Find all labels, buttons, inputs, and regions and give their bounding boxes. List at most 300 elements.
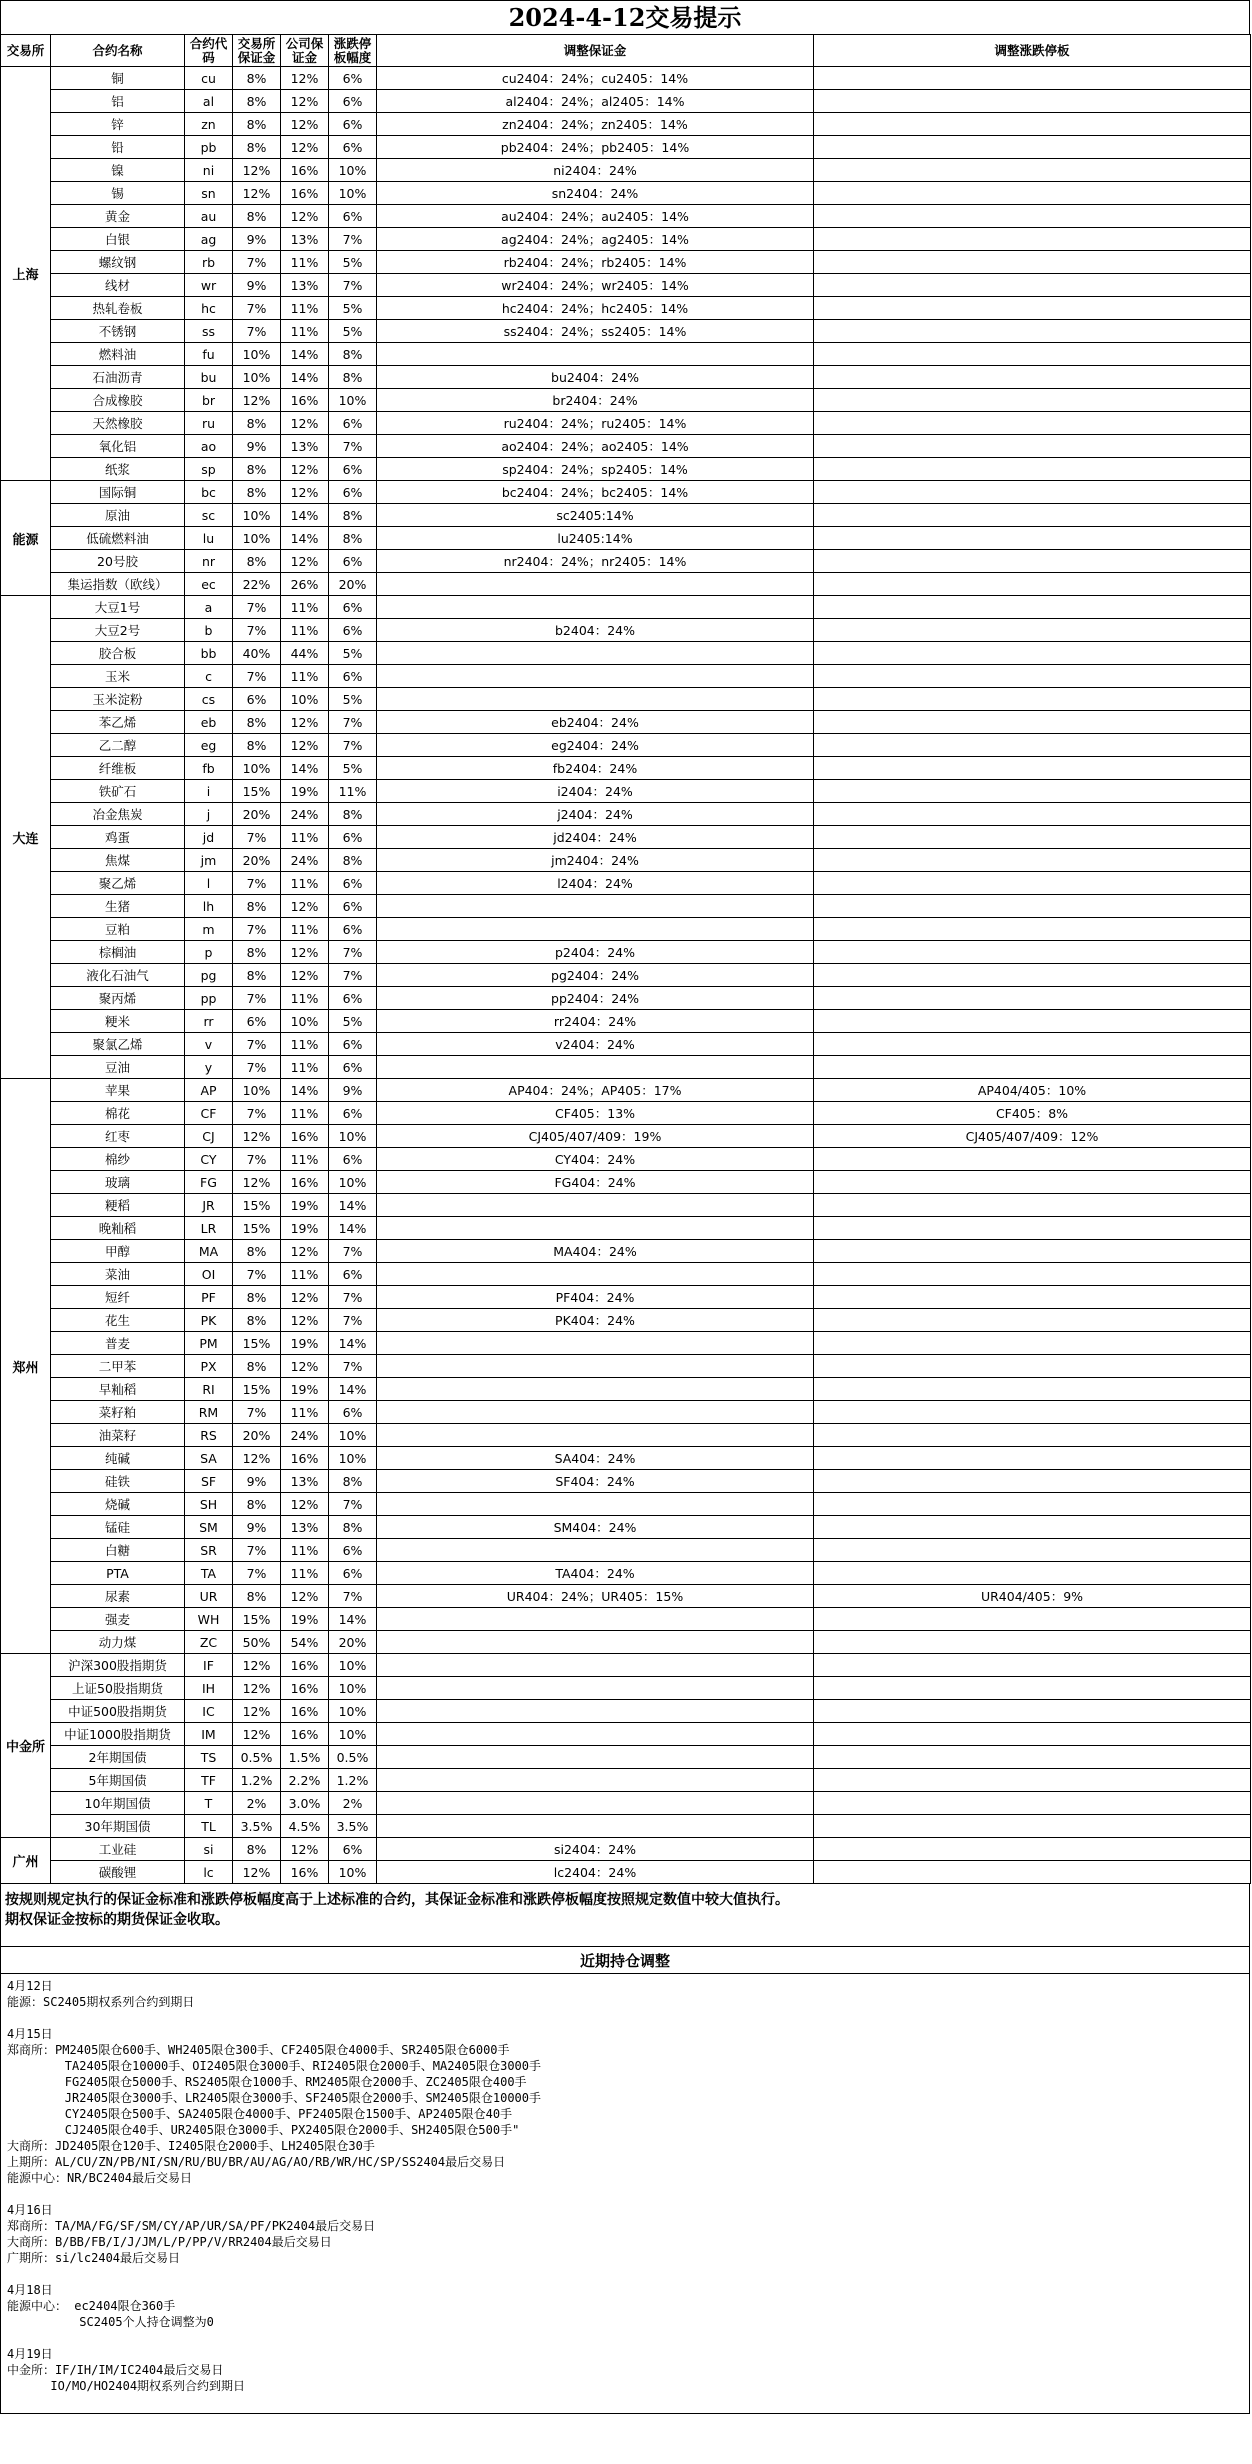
adjusted-margin-cell: zn2404：24%；zn2405：14%	[377, 113, 814, 136]
contract-code-cell: SH	[185, 1493, 233, 1516]
table-row	[1, 1654, 1251, 1677]
contract-name-cell: 5年期国债	[51, 1769, 185, 1792]
company-margin-cell: 19%	[281, 1332, 329, 1355]
adjusted-margin-cell: sp2404：24%；sp2405：14%	[377, 458, 814, 481]
contract-name-cell: 锰硅	[51, 1516, 185, 1539]
limit-range-cell: 9%	[329, 1079, 377, 1102]
contract-code-cell: wr	[185, 274, 233, 297]
contract-name-cell: 20号胶	[51, 550, 185, 573]
contract-code-cell: eg	[185, 734, 233, 757]
adjusted-margin-cell	[377, 1056, 814, 1079]
contract-code-cell: RS	[185, 1424, 233, 1447]
exchange-margin-cell: 7%	[233, 826, 281, 849]
adjusted-margin-cell	[377, 596, 814, 619]
contract-code-cell: j	[185, 803, 233, 826]
company-margin-cell: 12%	[281, 1355, 329, 1378]
limit-range-cell: 5%	[329, 1010, 377, 1033]
adjusted-limit-cell	[814, 964, 1251, 987]
exchange-margin-cell: 7%	[233, 320, 281, 343]
contract-name-cell: 聚丙烯	[51, 987, 185, 1010]
contract-code-cell: ao	[185, 435, 233, 458]
header-adjusted-margin: 调整保证金	[377, 35, 814, 67]
table-row	[1, 918, 1251, 941]
header-contract-name: 合约名称	[51, 35, 185, 67]
adjusted-margin-cell: jd2404：24%	[377, 826, 814, 849]
contract-code-cell: PF	[185, 1286, 233, 1309]
header-exchange: 交易所	[1, 35, 51, 67]
position-date: 4月16日	[7, 2203, 53, 2217]
company-margin-cell: 11%	[281, 596, 329, 619]
contract-name-cell: 纸浆	[51, 458, 185, 481]
contract-name-cell: 红枣	[51, 1125, 185, 1148]
contract-code-cell: SR	[185, 1539, 233, 1562]
adjusted-margin-cell: v2404：24%	[377, 1033, 814, 1056]
adjusted-limit-cell	[814, 711, 1251, 734]
limit-range-cell: 7%	[329, 1286, 377, 1309]
limit-range-cell: 7%	[329, 435, 377, 458]
exchange-margin-cell: 12%	[233, 1171, 281, 1194]
company-margin-cell: 11%	[281, 665, 329, 688]
contract-code-cell: RI	[185, 1378, 233, 1401]
table-row	[1, 1125, 1251, 1148]
contract-name-cell: 棉花	[51, 1102, 185, 1125]
adjusted-limit-cell	[814, 803, 1251, 826]
contract-name-cell: 聚乙烯	[51, 872, 185, 895]
limit-range-cell: 10%	[329, 182, 377, 205]
table-row	[1, 343, 1251, 366]
company-margin-cell: 16%	[281, 1861, 329, 1884]
adjusted-limit-cell: CF405：8%	[814, 1102, 1251, 1125]
exchange-margin-cell: 7%	[233, 596, 281, 619]
table-row	[1, 1332, 1251, 1355]
contract-name-cell: 强麦	[51, 1608, 185, 1631]
contract-name-cell: 生猪	[51, 895, 185, 918]
table-row	[1, 1700, 1251, 1723]
table-row	[1, 1171, 1251, 1194]
company-margin-cell: 16%	[281, 182, 329, 205]
company-margin-cell: 12%	[281, 67, 329, 90]
company-margin-cell: 12%	[281, 734, 329, 757]
contract-name-cell: 碳酸锂	[51, 1861, 185, 1884]
contract-name-cell: 二甲苯	[51, 1355, 185, 1378]
contract-code-cell: PX	[185, 1355, 233, 1378]
adjusted-margin-cell: PF404：24%	[377, 1286, 814, 1309]
adjusted-margin-cell	[377, 1263, 814, 1286]
position-block	[7, 1978, 1243, 2010]
company-margin-cell: 11%	[281, 1263, 329, 1286]
position-block	[7, 2202, 1243, 2266]
adjusted-margin-cell: si2404：24%	[377, 1838, 814, 1861]
contract-code-cell: TF	[185, 1769, 233, 1792]
adjusted-limit-cell	[814, 1056, 1251, 1079]
exchange-cell: 上海	[1, 67, 51, 481]
adjusted-limit-cell	[814, 688, 1251, 711]
exchange-margin-cell: 7%	[233, 1033, 281, 1056]
exchange-margin-cell: 1.2%	[233, 1769, 281, 1792]
contract-name-cell: 中证500股指期货	[51, 1700, 185, 1723]
adjusted-margin-cell	[377, 1332, 814, 1355]
contract-code-cell: i	[185, 780, 233, 803]
contract-code-cell: TA	[185, 1562, 233, 1585]
contract-name-cell: 铜	[51, 67, 185, 90]
limit-range-cell: 6%	[329, 136, 377, 159]
contract-name-cell: 燃料油	[51, 343, 185, 366]
table-row	[1, 642, 1251, 665]
limit-range-cell: 6%	[329, 619, 377, 642]
limit-range-cell: 7%	[329, 1493, 377, 1516]
table-row	[1, 688, 1251, 711]
contract-code-cell: T	[185, 1792, 233, 1815]
company-margin-cell: 12%	[281, 895, 329, 918]
adjusted-limit-cell	[814, 1792, 1251, 1815]
limit-range-cell: 3.5%	[329, 1815, 377, 1838]
position-block	[7, 2026, 1243, 2186]
exchange-margin-cell: 8%	[233, 113, 281, 136]
position-adjustments	[0, 1974, 1250, 2414]
adjusted-limit-cell	[814, 1217, 1251, 1240]
table-row	[1, 251, 1251, 274]
contract-code-cell: si	[185, 1838, 233, 1861]
table-row	[1, 1148, 1251, 1171]
exchange-margin-cell: 8%	[233, 711, 281, 734]
adjusted-margin-cell: UR404：24%；UR405：15%	[377, 1585, 814, 1608]
adjusted-limit-cell	[814, 136, 1251, 159]
position-line: SC2405个人持仓调整为0	[7, 2315, 214, 2329]
adjusted-limit-cell	[814, 1470, 1251, 1493]
contract-name-cell: 焦煤	[51, 849, 185, 872]
exchange-margin-cell: 15%	[233, 1194, 281, 1217]
limit-range-cell: 6%	[329, 1401, 377, 1424]
table-row	[1, 1240, 1251, 1263]
adjusted-limit-cell	[814, 1148, 1251, 1171]
exchange-margin-cell: 12%	[233, 1654, 281, 1677]
table-row	[1, 596, 1251, 619]
adjusted-margin-cell: CY404：24%	[377, 1148, 814, 1171]
table-row	[1, 1769, 1251, 1792]
contract-code-cell: IF	[185, 1654, 233, 1677]
limit-range-cell: 2%	[329, 1792, 377, 1815]
contract-name-cell: 普麦	[51, 1332, 185, 1355]
contract-name-cell: 国际铜	[51, 481, 185, 504]
adjusted-limit-cell	[814, 1378, 1251, 1401]
limit-range-cell: 7%	[329, 1585, 377, 1608]
position-date: 4月18日	[7, 2283, 53, 2297]
contract-code-cell: al	[185, 90, 233, 113]
table-row	[1, 274, 1251, 297]
table-row	[1, 573, 1251, 596]
table-row	[1, 159, 1251, 182]
adjusted-margin-cell: AP404：24%；AP405：17%	[377, 1079, 814, 1102]
adjusted-margin-cell: cu2404：24%；cu2405：14%	[377, 67, 814, 90]
position-line: 能源：SC2405期权系列合约到期日	[7, 1995, 195, 2009]
company-margin-cell: 16%	[281, 1125, 329, 1148]
table-row	[1, 1033, 1251, 1056]
adjusted-margin-cell: hc2404：24%；hc2405：14%	[377, 297, 814, 320]
exchange-margin-cell: 8%	[233, 1309, 281, 1332]
adjusted-margin-cell: sn2404：24%	[377, 182, 814, 205]
table-row	[1, 987, 1251, 1010]
limit-range-cell: 6%	[329, 1056, 377, 1079]
exchange-margin-cell: 7%	[233, 619, 281, 642]
contract-code-cell: nr	[185, 550, 233, 573]
adjusted-limit-cell	[814, 1194, 1251, 1217]
adjusted-limit-cell	[814, 1654, 1251, 1677]
contract-code-cell: pg	[185, 964, 233, 987]
table-row	[1, 1861, 1251, 1884]
exchange-margin-cell: 0.5%	[233, 1746, 281, 1769]
limit-range-cell: 10%	[329, 1424, 377, 1447]
limit-range-cell: 20%	[329, 573, 377, 596]
table-row	[1, 1493, 1251, 1516]
contract-code-cell: jd	[185, 826, 233, 849]
adjusted-limit-cell	[814, 1677, 1251, 1700]
adjusted-limit-cell	[814, 481, 1251, 504]
table-row	[1, 412, 1251, 435]
adjusted-margin-cell	[377, 1539, 814, 1562]
adjusted-margin-cell: pb2404：24%；pb2405：14%	[377, 136, 814, 159]
exchange-margin-cell: 7%	[233, 987, 281, 1010]
exchange-margin-cell: 50%	[233, 1631, 281, 1654]
contract-code-cell: ZC	[185, 1631, 233, 1654]
table-row	[1, 665, 1251, 688]
exchange-margin-cell: 12%	[233, 159, 281, 182]
contract-name-cell: 10年期国债	[51, 1792, 185, 1815]
exchange-margin-cell: 7%	[233, 1056, 281, 1079]
company-margin-cell: 12%	[281, 711, 329, 734]
company-margin-cell: 1.5%	[281, 1746, 329, 1769]
contract-name-cell: 烧碱	[51, 1493, 185, 1516]
limit-range-cell: 8%	[329, 504, 377, 527]
limit-range-cell: 10%	[329, 1125, 377, 1148]
position-date: 4月12日	[7, 1979, 53, 1993]
adjusted-limit-cell	[814, 435, 1251, 458]
contract-code-cell: au	[185, 205, 233, 228]
contract-name-cell: 合成橡胶	[51, 389, 185, 412]
position-line: JR2405限仓3000手、LR2405限仓3000手、SF2405限仓2000手、SM2405限仓10000手	[7, 2091, 542, 2105]
company-margin-cell: 14%	[281, 504, 329, 527]
contract-code-cell: TS	[185, 1746, 233, 1769]
table-row	[1, 366, 1251, 389]
limit-range-cell: 8%	[329, 1516, 377, 1539]
limit-range-cell: 6%	[329, 67, 377, 90]
company-margin-cell: 10%	[281, 688, 329, 711]
adjusted-limit-cell	[814, 849, 1251, 872]
limit-range-cell: 6%	[329, 987, 377, 1010]
limit-range-cell: 10%	[329, 1654, 377, 1677]
note-line: 按规则规定执行的保证金标准和涨跌停板幅度高于上述标准的合约，其保证金标准和涨跌停板幅度按照规定数值中较大值执行。	[5, 1892, 789, 1908]
contract-code-cell: PK	[185, 1309, 233, 1332]
table-row	[1, 619, 1251, 642]
contract-code-cell: CJ	[185, 1125, 233, 1148]
limit-range-cell: 6%	[329, 826, 377, 849]
table-row	[1, 803, 1251, 826]
contract-code-cell: sc	[185, 504, 233, 527]
adjusted-limit-cell	[814, 826, 1251, 849]
limit-range-cell: 5%	[329, 251, 377, 274]
table-row	[1, 205, 1251, 228]
table-row	[1, 1010, 1251, 1033]
table-row	[1, 1355, 1251, 1378]
adjusted-limit-cell	[814, 1286, 1251, 1309]
note-line: 期权保证金按标的期货保证金收取。	[5, 1912, 229, 1928]
contract-name-cell: 粳稻	[51, 1194, 185, 1217]
limit-range-cell: 14%	[329, 1194, 377, 1217]
adjusted-limit-cell	[814, 343, 1251, 366]
limit-range-cell: 10%	[329, 159, 377, 182]
adjusted-margin-cell: PK404：24%	[377, 1309, 814, 1332]
contract-code-cell: SM	[185, 1516, 233, 1539]
adjusted-limit-cell	[814, 1723, 1251, 1746]
exchange-margin-cell: 12%	[233, 1861, 281, 1884]
table-row	[1, 228, 1251, 251]
company-margin-cell: 12%	[281, 205, 329, 228]
table-row	[1, 297, 1251, 320]
exchange-margin-cell: 20%	[233, 1424, 281, 1447]
exchange-margin-cell: 7%	[233, 1102, 281, 1125]
adjusted-margin-cell	[377, 642, 814, 665]
exchange-margin-cell: 7%	[233, 1148, 281, 1171]
exchange-margin-cell: 10%	[233, 757, 281, 780]
table-row	[1, 67, 1251, 90]
table-row	[1, 872, 1251, 895]
contract-code-cell: c	[185, 665, 233, 688]
adjusted-limit-cell	[814, 1263, 1251, 1286]
contract-code-cell: bb	[185, 642, 233, 665]
company-margin-cell: 11%	[281, 619, 329, 642]
limit-range-cell: 10%	[329, 1700, 377, 1723]
adjusted-limit-cell	[814, 665, 1251, 688]
contract-name-cell: 镍	[51, 159, 185, 182]
contract-name-cell: 纯碱	[51, 1447, 185, 1470]
contract-code-cell: eb	[185, 711, 233, 734]
position-line: 能源中心：NR/BC2404最后交易日	[7, 2171, 193, 2185]
adjusted-limit-cell	[814, 895, 1251, 918]
exchange-margin-cell: 8%	[233, 1355, 281, 1378]
limit-range-cell: 6%	[329, 550, 377, 573]
company-margin-cell: 11%	[281, 1102, 329, 1125]
table-row	[1, 1102, 1251, 1125]
company-margin-cell: 13%	[281, 1516, 329, 1539]
position-line: 大商所：JD2405限仓120手、I2405限仓2000手、LH2405限仓30手	[7, 2139, 375, 2153]
company-margin-cell: 14%	[281, 527, 329, 550]
adjusted-margin-cell: i2404：24%	[377, 780, 814, 803]
table-row	[1, 389, 1251, 412]
exchange-margin-cell: 7%	[233, 918, 281, 941]
company-margin-cell: 12%	[281, 90, 329, 113]
contract-name-cell: 白糖	[51, 1539, 185, 1562]
contract-name-cell: 工业硅	[51, 1838, 185, 1861]
limit-range-cell: 0.5%	[329, 1746, 377, 1769]
adjusted-margin-cell: nr2404：24%；nr2405：14%	[377, 550, 814, 573]
limit-range-cell: 20%	[329, 1631, 377, 1654]
exchange-margin-cell: 7%	[233, 1401, 281, 1424]
header-exchange-margin: 交易所保证金	[233, 35, 281, 67]
limit-range-cell: 6%	[329, 1148, 377, 1171]
limit-range-cell: 8%	[329, 527, 377, 550]
limit-range-cell: 6%	[329, 895, 377, 918]
table-row	[1, 895, 1251, 918]
limit-range-cell: 8%	[329, 849, 377, 872]
company-margin-cell: 16%	[281, 1700, 329, 1723]
contract-code-cell: WH	[185, 1608, 233, 1631]
adjusted-margin-cell: bu2404：24%	[377, 366, 814, 389]
adjusted-limit-cell	[814, 550, 1251, 573]
limit-range-cell: 10%	[329, 1171, 377, 1194]
limit-range-cell: 6%	[329, 1033, 377, 1056]
adjusted-limit-cell	[814, 573, 1251, 596]
limit-range-cell: 6%	[329, 90, 377, 113]
limit-range-cell: 7%	[329, 228, 377, 251]
exchange-margin-cell: 15%	[233, 1378, 281, 1401]
exchange-margin-cell: 15%	[233, 1217, 281, 1240]
company-margin-cell: 16%	[281, 389, 329, 412]
exchange-margin-cell: 12%	[233, 182, 281, 205]
position-date: 4月19日	[7, 2347, 53, 2361]
contract-name-cell: 铅	[51, 136, 185, 159]
adjusted-limit-cell: UR404/405：9%	[814, 1585, 1251, 1608]
adjusted-margin-cell: l2404：24%	[377, 872, 814, 895]
table-row	[1, 504, 1251, 527]
contract-code-cell: p	[185, 941, 233, 964]
exchange-margin-cell: 9%	[233, 1516, 281, 1539]
adjusted-margin-cell	[377, 1654, 814, 1677]
table-row	[1, 320, 1251, 343]
contract-code-cell: ru	[185, 412, 233, 435]
position-line: TA2405限仓10000手、OI2405限仓3000手、RI2405限仓2000手、MA2405限仓3000手	[7, 2059, 542, 2073]
exchange-margin-cell: 8%	[233, 458, 281, 481]
adjusted-margin-cell	[377, 1217, 814, 1240]
adjusted-margin-cell: br2404：24%	[377, 389, 814, 412]
exchange-margin-cell: 7%	[233, 1562, 281, 1585]
table-row	[1, 527, 1251, 550]
table-row	[1, 136, 1251, 159]
adjusted-margin-cell: pg2404：24%	[377, 964, 814, 987]
adjusted-limit-cell	[814, 504, 1251, 527]
exchange-margin-cell: 8%	[233, 964, 281, 987]
adjusted-limit-cell	[814, 1562, 1251, 1585]
adjusted-limit-cell	[814, 642, 1251, 665]
exchange-margin-cell: 9%	[233, 1470, 281, 1493]
exchange-margin-cell: 22%	[233, 573, 281, 596]
contract-code-cell: ni	[185, 159, 233, 182]
table-row	[1, 1792, 1251, 1815]
contract-code-cell: AP	[185, 1079, 233, 1102]
exchange-margin-cell: 8%	[233, 895, 281, 918]
table-row	[1, 1447, 1251, 1470]
limit-range-cell: 5%	[329, 642, 377, 665]
table-row	[1, 113, 1251, 136]
adjusted-margin-cell	[377, 1677, 814, 1700]
table-row	[1, 182, 1251, 205]
table-row	[1, 1217, 1251, 1240]
adjusted-margin-cell	[377, 1608, 814, 1631]
adjusted-limit-cell	[814, 1861, 1251, 1884]
adjusted-margin-cell	[377, 1355, 814, 1378]
company-margin-cell: 11%	[281, 320, 329, 343]
adjusted-margin-cell: ag2404：24%；ag2405：14%	[377, 228, 814, 251]
adjusted-limit-cell	[814, 1631, 1251, 1654]
limit-range-cell: 7%	[329, 1240, 377, 1263]
contract-name-cell: 苯乙烯	[51, 711, 185, 734]
exchange-margin-cell: 7%	[233, 1539, 281, 1562]
exchange-margin-cell: 15%	[233, 1332, 281, 1355]
company-margin-cell: 19%	[281, 1378, 329, 1401]
company-margin-cell: 12%	[281, 1838, 329, 1861]
contract-code-cell: fb	[185, 757, 233, 780]
adjusted-limit-cell	[814, 366, 1251, 389]
table-row	[1, 435, 1251, 458]
limit-range-cell: 10%	[329, 1723, 377, 1746]
